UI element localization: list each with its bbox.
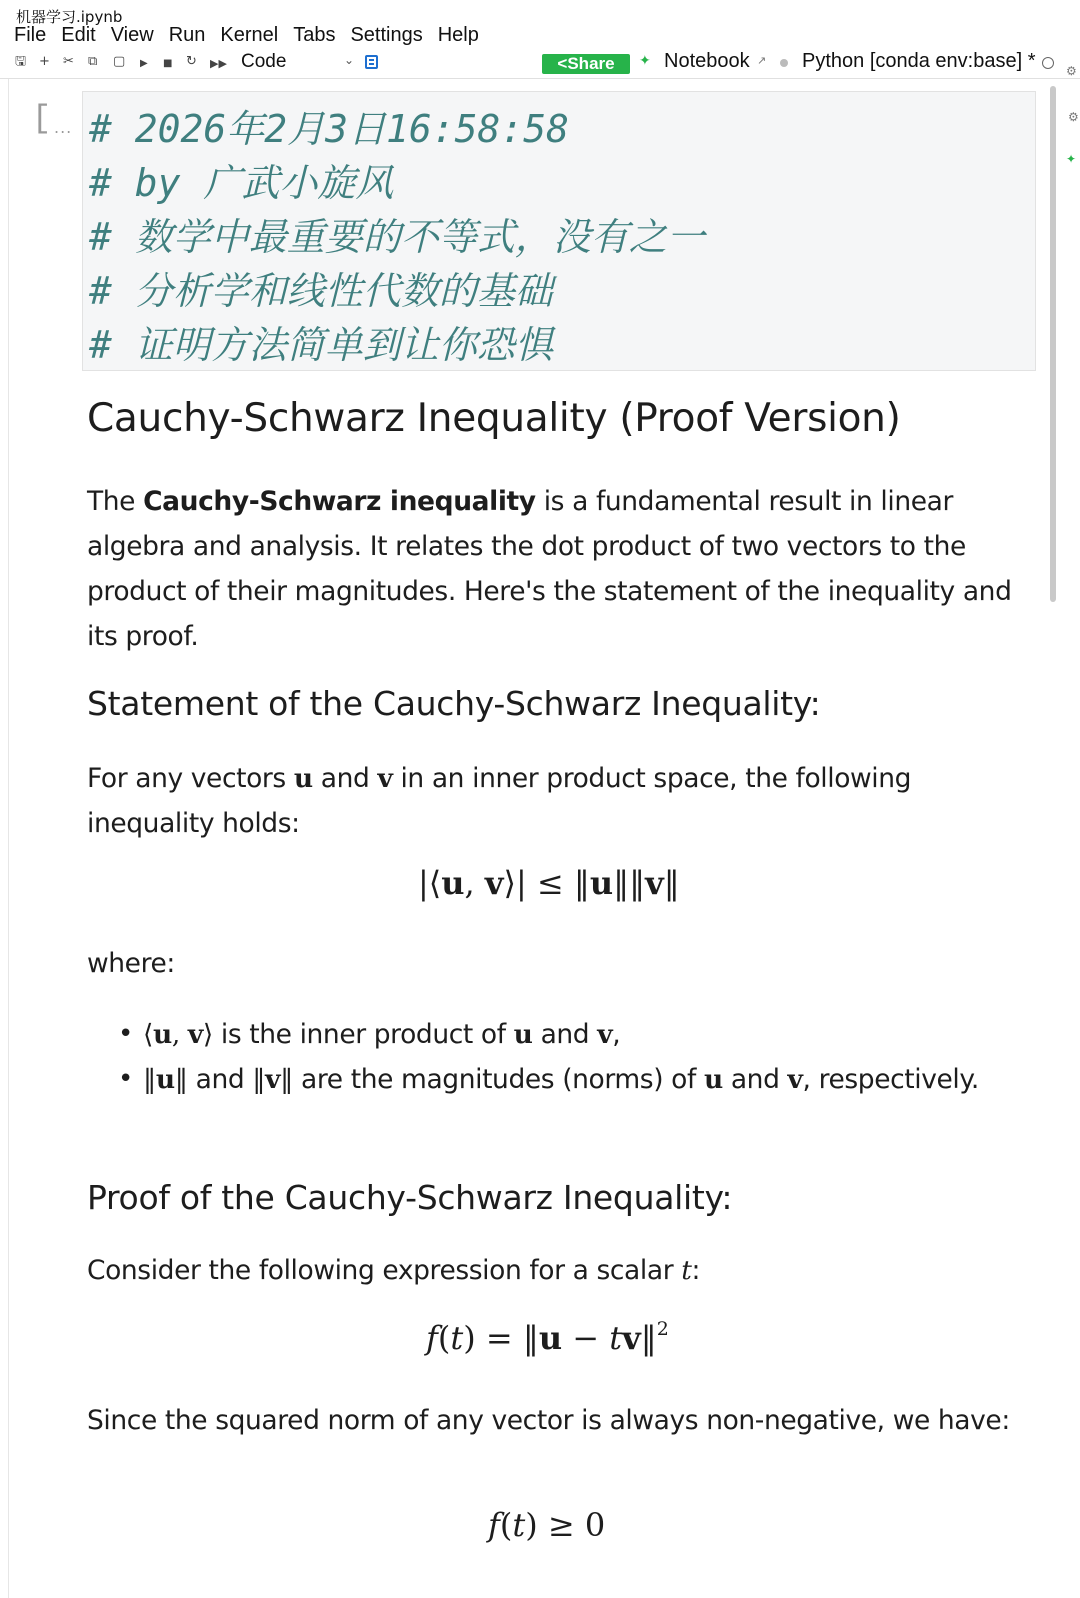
math-v: v xyxy=(787,1064,803,1095)
share-label: Share xyxy=(567,54,615,73)
math-u: u xyxy=(293,763,313,794)
math-u: u xyxy=(538,1319,563,1357)
code-line: # 2026年2月3日16:58:58 xyxy=(89,107,570,151)
cell-prompt-dots: ... xyxy=(54,118,73,137)
statement-text: in an inner product space, the following inequality holds: xyxy=(87,763,912,839)
code-line: # 分析学和线性代数的基础 xyxy=(89,269,553,313)
math-v: v xyxy=(645,864,664,902)
list-text: is the inner product of xyxy=(212,1019,514,1050)
statement-paragraph xyxy=(87,756,1017,846)
math-v: v xyxy=(265,1064,281,1095)
list-text: , xyxy=(612,1019,621,1050)
share-button[interactable] xyxy=(542,54,630,74)
menu-view[interactable]: View xyxy=(110,24,154,46)
formula-f-definition xyxy=(426,1318,669,1357)
math-symbol: ⟩| ≤ ‖ xyxy=(503,864,590,902)
list-item xyxy=(87,1012,1017,1057)
notebook-link[interactable]: Notebook xyxy=(664,50,750,72)
add-cell-icon[interactable]: + xyxy=(39,54,50,69)
math-u: u xyxy=(589,864,614,902)
menu-kernel[interactable]: Kernel xyxy=(220,24,279,46)
left-border xyxy=(8,79,9,1598)
list-text: are the magnitudes (norms) of xyxy=(293,1064,704,1095)
intro-paragraph xyxy=(87,479,1017,659)
run-icon[interactable]: ▶ xyxy=(140,58,148,69)
math-u: u xyxy=(513,1019,533,1050)
list-text: and xyxy=(722,1064,788,1095)
notebook-toolbar xyxy=(0,49,1080,79)
math-symbol: ‖ xyxy=(174,1064,188,1095)
save-icon[interactable]: 🖫 xyxy=(15,54,27,69)
window-title: 机器学习.ipynb xyxy=(16,8,123,26)
code-line: # 证明方法简单到让你恐惧 xyxy=(89,323,553,367)
math-symbol: ( xyxy=(437,1319,451,1357)
paste-icon[interactable]: ▢ xyxy=(113,54,126,69)
bullet-icon: • xyxy=(118,1019,133,1049)
cell-prompt: [ xyxy=(32,100,52,137)
bullet-icon: • xyxy=(118,1064,133,1094)
menu-settings[interactable]: Settings xyxy=(350,24,423,46)
list-text: and xyxy=(532,1019,598,1050)
formula-nonnegative xyxy=(488,1506,605,1544)
math-f: f xyxy=(426,1319,438,1357)
list-item xyxy=(87,1057,1017,1102)
statement-text: and xyxy=(312,763,378,794)
share-icon: < xyxy=(557,54,568,73)
format-icon[interactable] xyxy=(365,55,378,69)
formula-cauchy-schwarz xyxy=(418,864,680,902)
extension-icon[interactable]: ✦ xyxy=(1066,152,1077,166)
math-symbol: ⟨ xyxy=(143,1019,153,1050)
code-line: # 数学中最重要的不等式，没有之一 xyxy=(89,215,705,259)
math-t: t xyxy=(512,1506,526,1544)
math-symbol: ) = ‖ xyxy=(463,1319,539,1357)
math-symbol: ‖ xyxy=(252,1064,266,1095)
menu-tabs[interactable]: Tabs xyxy=(293,24,336,46)
cell-type-select[interactable]: Code xyxy=(241,51,287,72)
menu-run[interactable]: Run xyxy=(168,24,206,46)
gear-icon[interactable]: ⚙ xyxy=(1066,64,1077,78)
cut-icon[interactable]: ✂ xyxy=(63,54,74,69)
math-v: v xyxy=(377,763,393,794)
math-symbol: ‖ xyxy=(143,1064,156,1095)
math-t: t xyxy=(609,1319,623,1357)
math-exponent: 2 xyxy=(656,1318,669,1340)
math-symbol: − xyxy=(562,1319,610,1357)
menu-bar xyxy=(14,24,494,47)
intro-text: is a fundamental result in linear algebra and analysis. It relates the dot product of two vectors to the product of their magnitudes. Here's the statement of the inequality and its proof. xyxy=(87,486,1012,652)
menu-help[interactable]: Help xyxy=(437,24,479,46)
kernel-status-dot xyxy=(780,59,788,67)
math-v: v xyxy=(597,1019,613,1050)
since-paragraph: Since the squared norm of any vector is always non-negative, we have: xyxy=(87,1405,1010,1436)
proof-paragraph xyxy=(87,1248,1017,1293)
math-t: t xyxy=(681,1255,692,1286)
where-label: where: xyxy=(87,948,175,979)
proof-text: : xyxy=(691,1255,701,1286)
math-f: f xyxy=(488,1506,500,1544)
stop-icon[interactable]: ■ xyxy=(163,58,173,69)
list-text: and xyxy=(187,1064,253,1095)
copy-icon[interactable]: ⧉ xyxy=(88,54,98,69)
statement-text: For any vectors xyxy=(87,763,294,794)
restart-icon[interactable]: ↻ xyxy=(186,54,197,69)
statement-heading: Statement of the Cauchy-Schwarz Inequality: xyxy=(87,684,821,723)
proof-heading: Proof of the Cauchy-Schwarz Inequality: xyxy=(87,1178,733,1217)
menu-file[interactable]: File xyxy=(14,24,47,46)
definition-list xyxy=(87,1012,1017,1102)
proof-text: Consider the following expression for a scalar xyxy=(87,1255,682,1286)
math-u: u xyxy=(155,1064,175,1095)
property-icon[interactable]: ⚙ xyxy=(1068,110,1079,124)
math-symbol: ⟩ xyxy=(202,1019,213,1050)
intro-bold: Cauchy-Schwarz inequality xyxy=(143,486,536,517)
code-cell[interactable] xyxy=(82,91,1036,371)
math-symbol: ‖ xyxy=(663,864,680,902)
math-u: u xyxy=(703,1064,723,1095)
chevron-down-icon[interactable]: ⌄ xyxy=(344,53,355,67)
intro-text: The xyxy=(87,486,144,517)
math-u: u xyxy=(152,1019,172,1050)
math-symbol: |⟨ xyxy=(418,864,442,902)
math-symbol: ‖‖ xyxy=(613,864,646,902)
math-symbol: ‖ xyxy=(640,1319,657,1357)
math-v: v xyxy=(484,864,504,902)
math-t: t xyxy=(450,1319,464,1357)
math-symbol: ‖ xyxy=(280,1064,294,1095)
math-v: v xyxy=(622,1319,641,1357)
menu-edit[interactable]: Edit xyxy=(61,24,96,46)
notebook-icon: ✦ xyxy=(639,53,651,69)
math-symbol: , xyxy=(464,864,485,902)
math-u: u xyxy=(441,864,465,902)
math-symbol: ( xyxy=(499,1506,513,1544)
math-symbol: ) ≥ 0 xyxy=(525,1506,606,1544)
external-link-icon[interactable]: ↗ xyxy=(757,54,767,67)
math-v: v xyxy=(187,1019,203,1050)
kernel-status-icon xyxy=(1042,57,1054,69)
kernel-name[interactable]: Python [conda env:base] * xyxy=(802,50,1036,72)
math-symbol: , xyxy=(171,1019,188,1050)
fast-forward-icon[interactable]: ▶▶ xyxy=(210,57,227,70)
list-text: , respectively. xyxy=(802,1064,979,1095)
markdown-title: Cauchy-Schwarz Inequality (Proof Version) xyxy=(87,396,901,441)
code-line: # by 广武小旋风 xyxy=(89,161,394,205)
scrollbar[interactable] xyxy=(1050,86,1056,602)
